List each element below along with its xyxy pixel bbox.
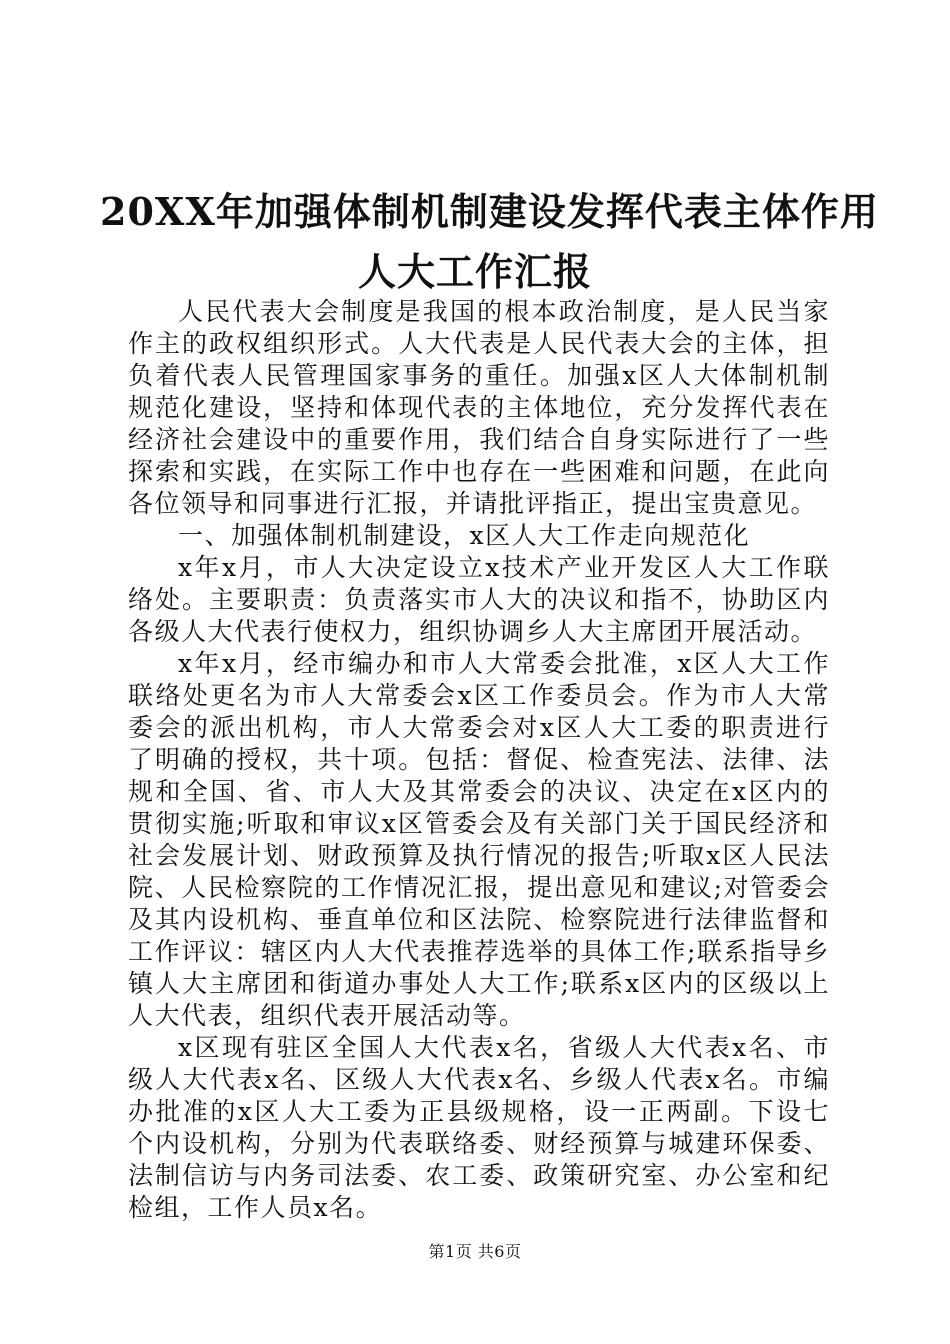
document-title-line-2: 人大工作汇报: [357, 249, 592, 294]
paragraph-intro: 人民代表大会制度是我国的根本政治制度，是人民当家作主的政权组织形式。人大代表是人民代表大会的主体，担负着代表人民管理国家事务的重任。加强x区人大体制机制规范化建设，坚持和体现代表的主体地位，充分发挥代表在经济社会建设中的重要作用，我们结合自身实际进行了一些探索和实践，在实际工作中也存在一些困难和问题，在此向各位领导和同事进行汇报，并请批评指正，提出宝贵意见。: [128, 297, 830, 518]
paragraph-establishment: x年x月，市人大决定设立x技术产业开发区人大工作联络处。主要职责：负责落实市人大的决议和指不，协助区内各级人大代表行使权力，组织协调乡人大主席团开展活动。: [128, 553, 830, 646]
paragraph-representatives: x区现有驻区全国人大代表x名，省级人大代表x名、市级人大代表x名、区级人大代表x名、乡级人代表x名。市编办批准的x区人大工委为正县级规格，设一正两副。下设七个内设机构，分别为代表联络委、财经预算与城建环保委、法制信访与内务司法委、农工委、政策研究室、办公室和纪检组，工作人员x名。: [128, 1033, 830, 1222]
paragraph-renaming-duties: x年x月，经市编办和市人大常委会批准，x区人大工作联络处更名为市人大常委会x区工作委员会。作为市人大常委会的派出机构，市人大常委会对x区人大工委的职责进行了明确的授权，共十项。包括：督促、检查宪法、法律、法规和全国、省、市人大及其常委会的决议、决定在x区内的贯彻实施;听取和审议x区管委会及有关部门关于国民经济和社会发展计划、财政预算及执行情况的报告;听取x区人民法院、人民检察院的工作情况汇报，提出意见和建议;对管委会及其内设机构、垂直单位和区法院、检察院进行法律监督和工作评议：辖区内人大代表推荐选举的具体工作;联系指导乡镇人大主席团和街道办事处人大工作;联系x区内的区级以上人大代表，组织代表开展活动等。: [128, 649, 830, 1030]
document-title-line-1: 20XX年加强体制机制建设发挥代表主体作用: [100, 189, 879, 234]
document-body: [128, 296, 830, 1224]
section-heading-1: 一、加强体制机制建设，x区人大工作走向规范化: [178, 521, 751, 550]
page-number-footer: 第1页 共6页: [428, 1242, 522, 1261]
